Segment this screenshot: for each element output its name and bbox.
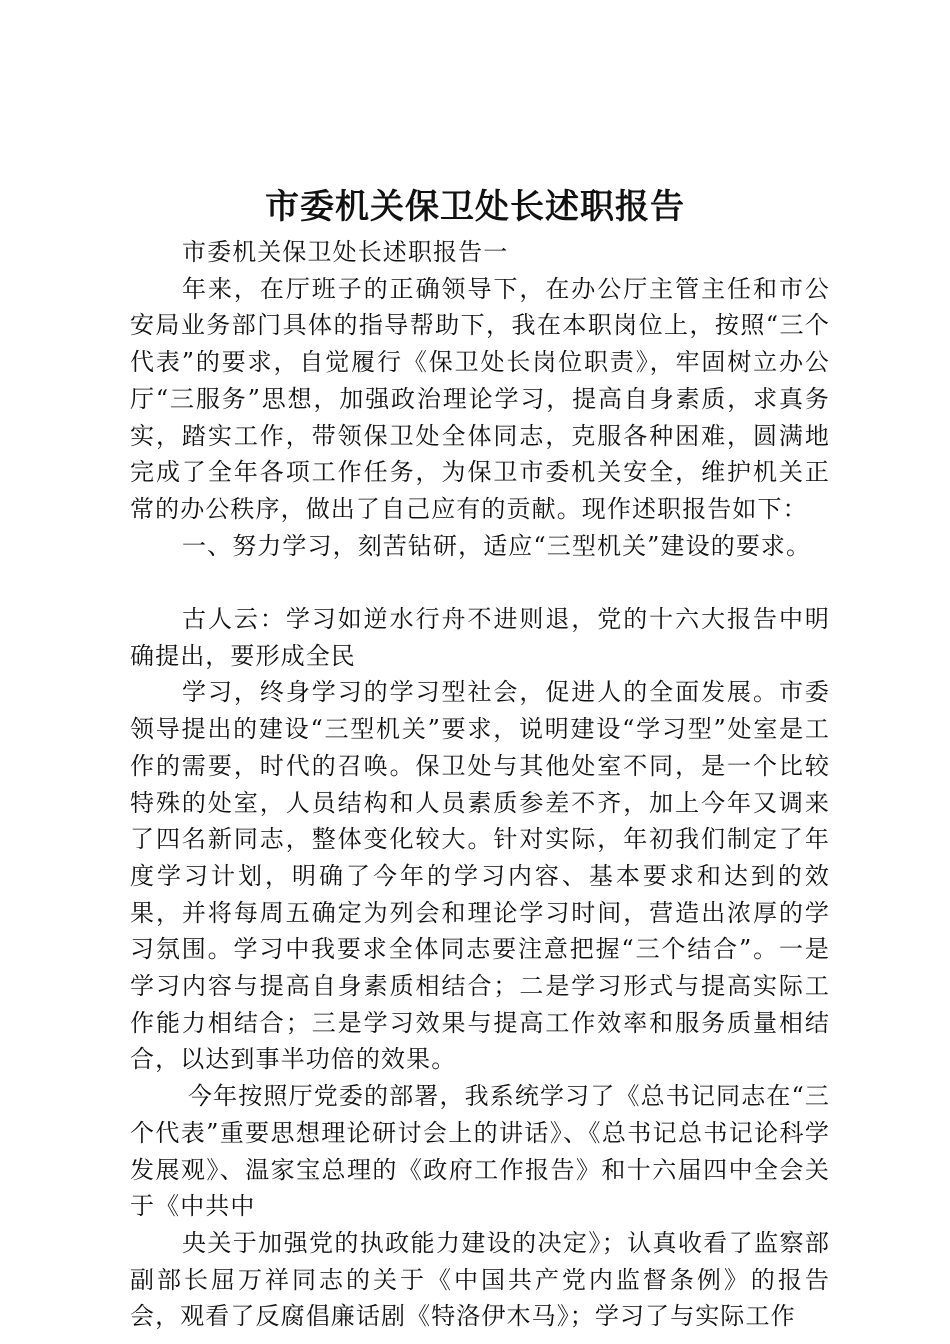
- body-paragraph: 古人云：学习如逆水行舟不进则退，党的十六大报告中明确提出，要形成全民: [130, 605, 830, 670]
- body-paragraph: 市委机关保卫处长述职报告一: [182, 238, 509, 266]
- document-body: [130, 234, 830, 1335]
- body-paragraph: 今年按照厅党委的部署，我系统学习了《总书记同志在“三个代表”重要思想理论研讨会上的讲话》、《总书记总书记论科学发展观》、温家宝总理的《政府工作报告》和十六届四中全会关于《中共中: [130, 1082, 830, 1221]
- body-paragraph: 一、努力学习，刻苦钻研，适应“三型机关”建设的要求。: [182, 531, 812, 560]
- document-title: 市委机关保卫处长述职报告: [265, 187, 685, 227]
- blank-line: [130, 564, 830, 601]
- body-paragraph: 央关于加强党的执政能力建设的决定》；认真收看了监察部副部长屈万祥同志的关于《中国共产党内监督条例》的报告会，观看了反腐倡廉话剧《特洛伊木马》；学习了与实际工作: [130, 1228, 830, 1331]
- body-paragraph: 学习，终身学习的学习型社会，促进人的全面发展。市委领导提出的建设“三型机关”要求，说明建设“学习型”处室是工作的需要，时代的召唤。保卫处与其他处室不同，是一个比较特殊的处室，人员结构和人员素质参差不齐，加上今年又调来了四名新同志，整体变化较大。针对实际，年初我们制定了年度学习计划，明确了今年的学习内容、基本要求和达到的效果，并将每周五确定为列会和理论学习时间，营造出浓厚的学习氛围。学习中我要求全体同志要注意把握“三个结合”。一是学习内容与提高自身素质相结合；二是学习形式与提高实际工作能力相结合；三是学习效果与提高工作效率和服务质量相结合，以达到事半功倍的效果。: [130, 678, 830, 1074]
- body-paragraph: 年来，在厅班子的正确领导下，在办公厅主管主任和市公安局业务部门具体的指导帮助下，我在本职岗位上，按照“三个代表”的要求，自觉履行《保卫处长岗位职责》，牢固树立办公厅“三服务”思想，加强政治理论学习，提高自身素质，求真务实，踏实工作，带领保卫处全体同志，克服各种困难，圆满地完成了全年各项工作任务，为保卫市委机关安全，维护机关正常的办公秩序，做出了自己应有的贡献。现作述职报告如下：: [130, 274, 830, 523]
